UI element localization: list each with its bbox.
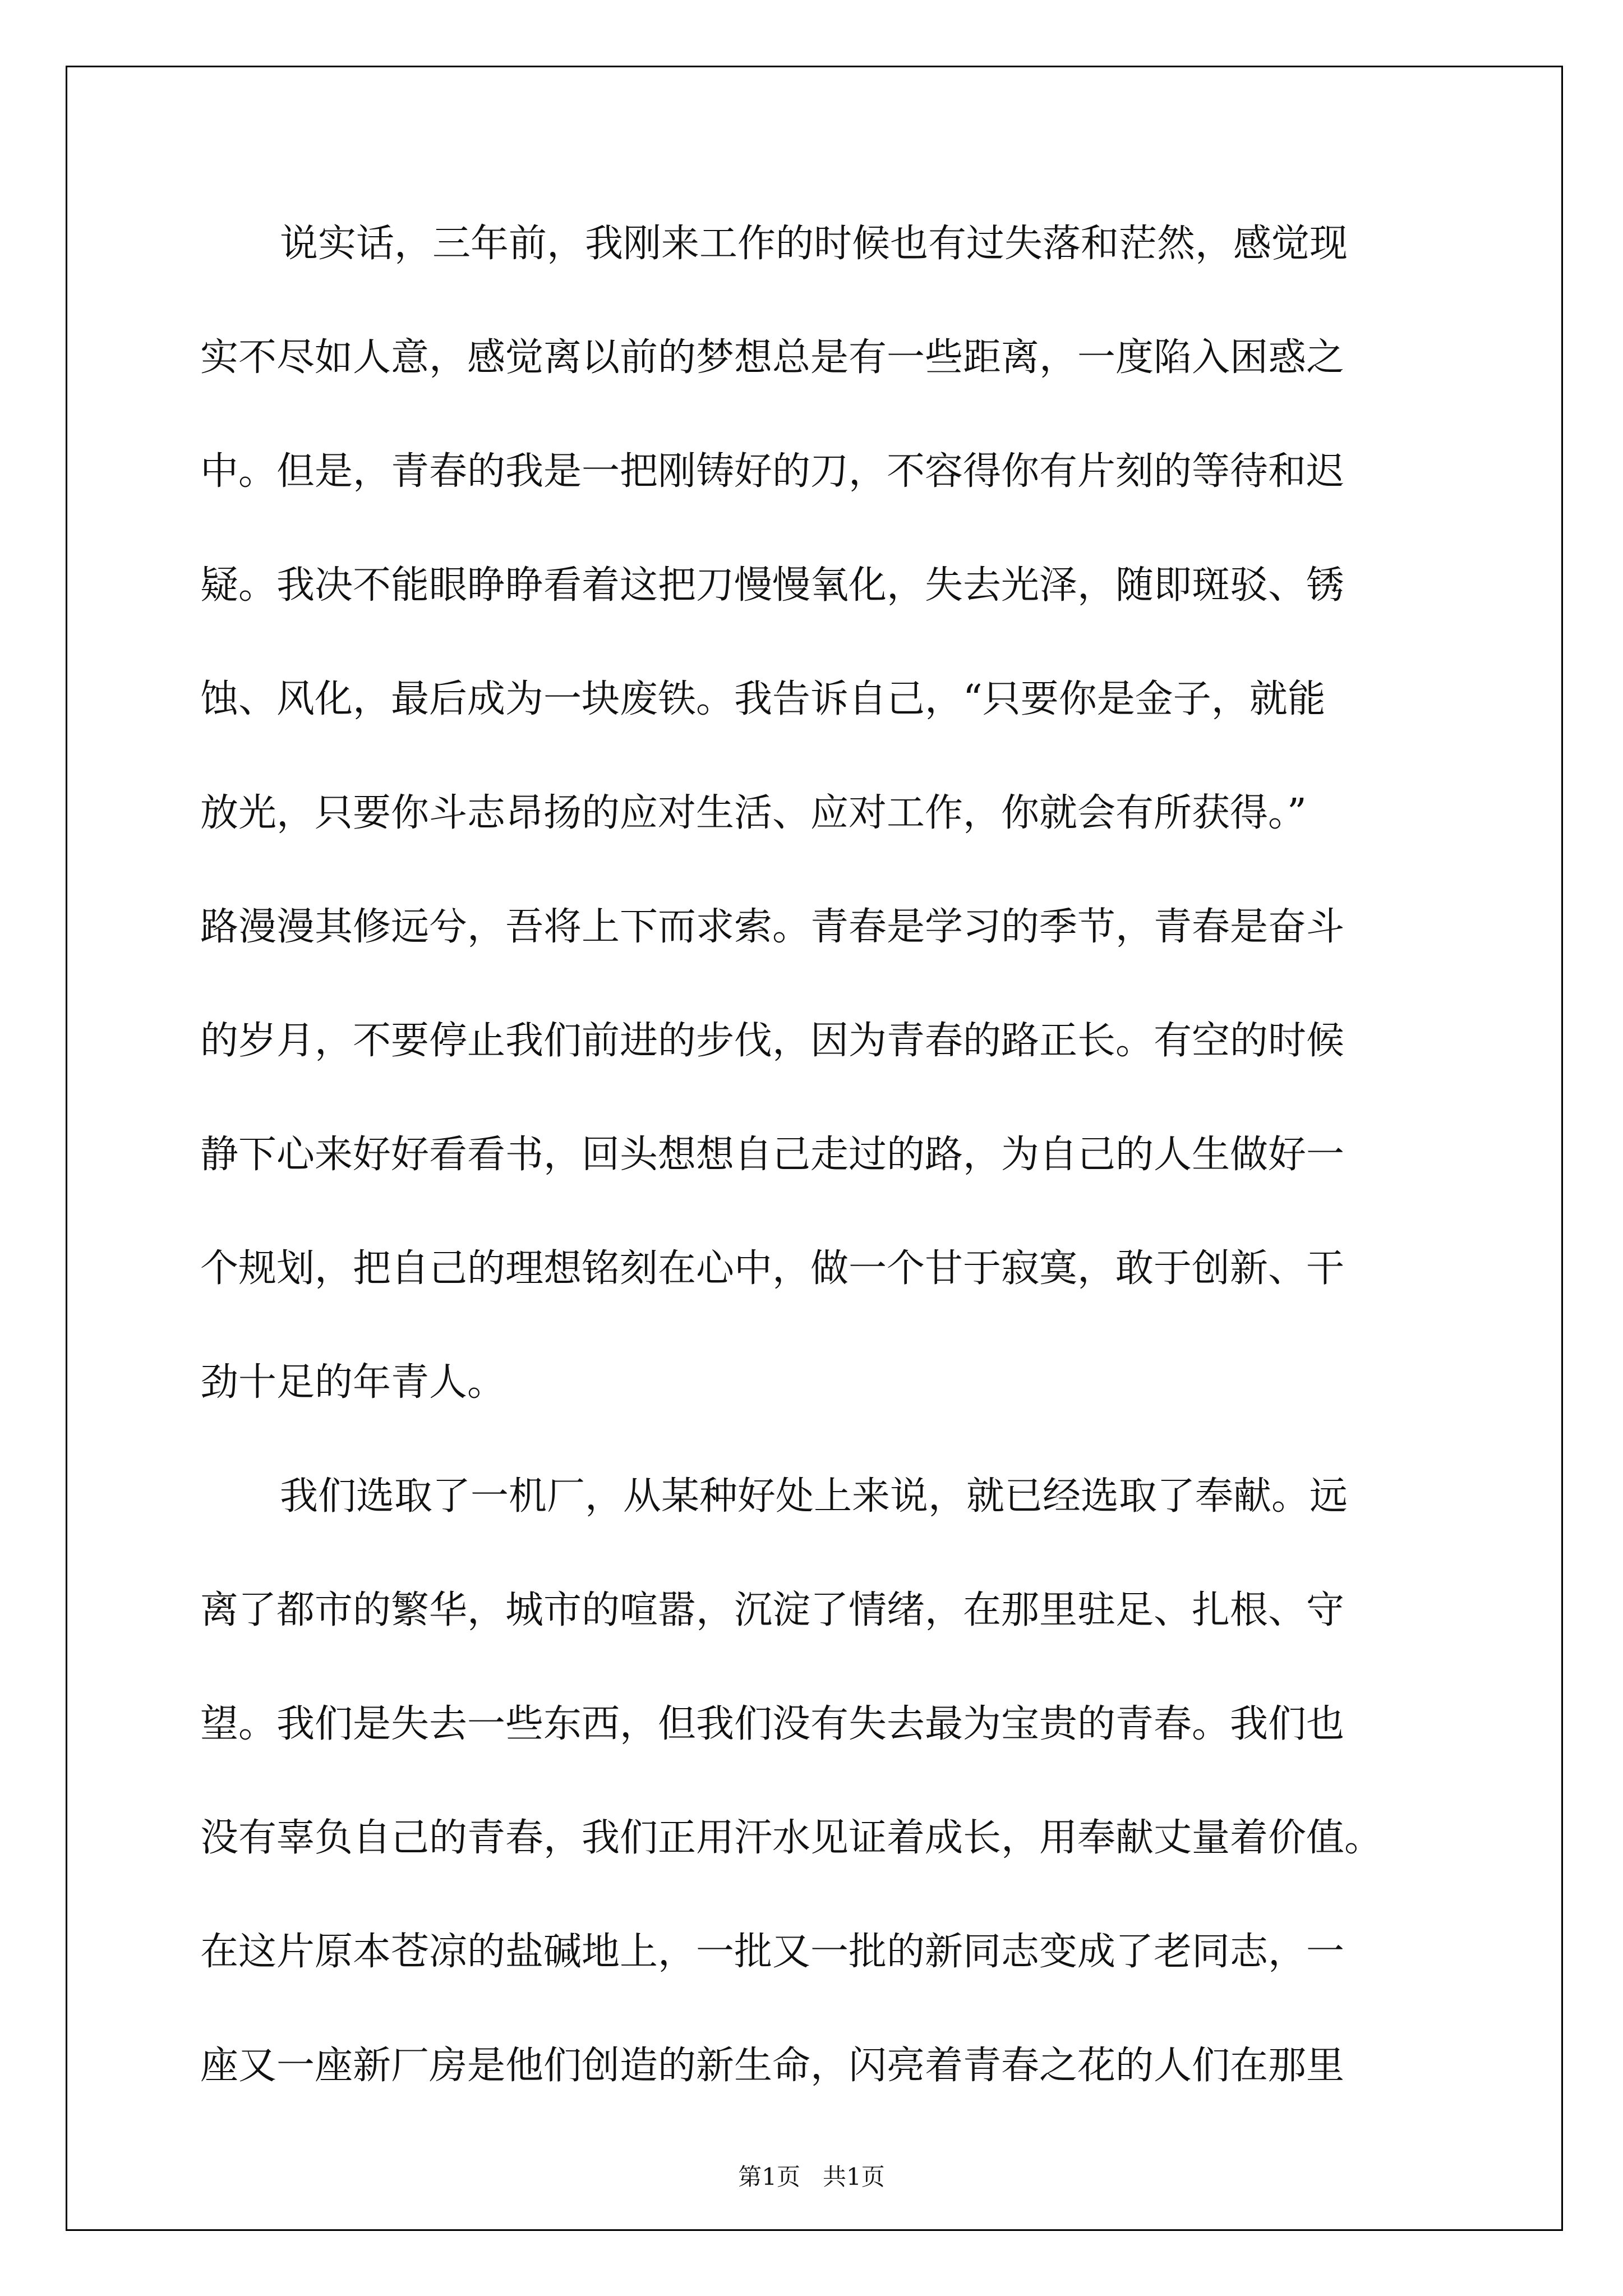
paragraph-2-line-5: 在这片原本苍凉的盐碱地上，一批又一批的新同志变成了老同志，一 — [200, 1930, 1345, 1974]
paragraph-1-line-8: 的岁月，不要停止我们前进的步伐，因为青春的路正长。有空的时候 — [200, 1019, 1345, 1063]
paragraph-1-line-5: 蚀、风化，最后成为一块废铁。我告诉自己，“只要你是金子，就能 — [200, 677, 1326, 721]
paragraph-1-line-11: 劲十足的年青人。 — [200, 1360, 506, 1405]
paragraph-2-line-3: 望。我们是失去一些东西，但我们没有失去最为宝贵的青春。我们也 — [200, 1702, 1345, 1746]
paragraph-2-line-1: 我们选取了一机厂，从某种好处上来说，就已经选取了奉献。远 — [280, 1474, 1348, 1519]
paragraph-1-line-2: 实不尽如人意，感觉离以前的梦想总是有一些距离，一度陷入困惑之 — [200, 335, 1345, 380]
paragraph-1-line-10: 个规划，把自己的理想铭刻在心中，做一个甘于寂寞，敢于创新、干 — [200, 1246, 1345, 1291]
paragraph-2-line-6: 座又一座新厂房是他们创造的新生命，闪亮着青春之花的人们在那里 — [200, 2044, 1345, 2088]
paragraph-1-line-1: 说实话，三年前，我刚来工作的时候也有过失落和茫然，感觉现 — [280, 222, 1348, 266]
paragraph-1-line-6: 放光，只要你斗志昂扬的应对生活、应对工作，你就会有所获得。” — [200, 791, 1307, 835]
paragraph-2-line-4: 没有辜负自己的青春，我们正用汗水见证着成长，用奉献丈量着价值。 — [200, 1816, 1383, 1860]
page-footer: 第1页 共1页 — [738, 2163, 885, 2191]
paragraph-2-line-2: 离了都市的繁华，城市的喧嚣，沉淀了情绪，在那里驻足、扎根、守 — [200, 1588, 1345, 1632]
paragraph-1-line-4: 疑。我决不能眼睁睁看着这把刀慢慢氧化，失去光泽，随即斑驳、锈 — [200, 563, 1345, 608]
document-body — [200, 222, 1468, 2157]
paragraph-1-line-7: 路漫漫其修远兮，吾将上下而求索。青春是学习的季节，青春是奋斗 — [200, 905, 1345, 949]
paragraph-1-line-3: 中。但是，青春的我是一把刚铸好的刀，不容得你有片刻的等待和迟 — [200, 449, 1345, 494]
paragraph-1-line-9: 静下心来好好看看书，回头想想自己走过的路，为自己的人生做好一 — [200, 1133, 1345, 1177]
